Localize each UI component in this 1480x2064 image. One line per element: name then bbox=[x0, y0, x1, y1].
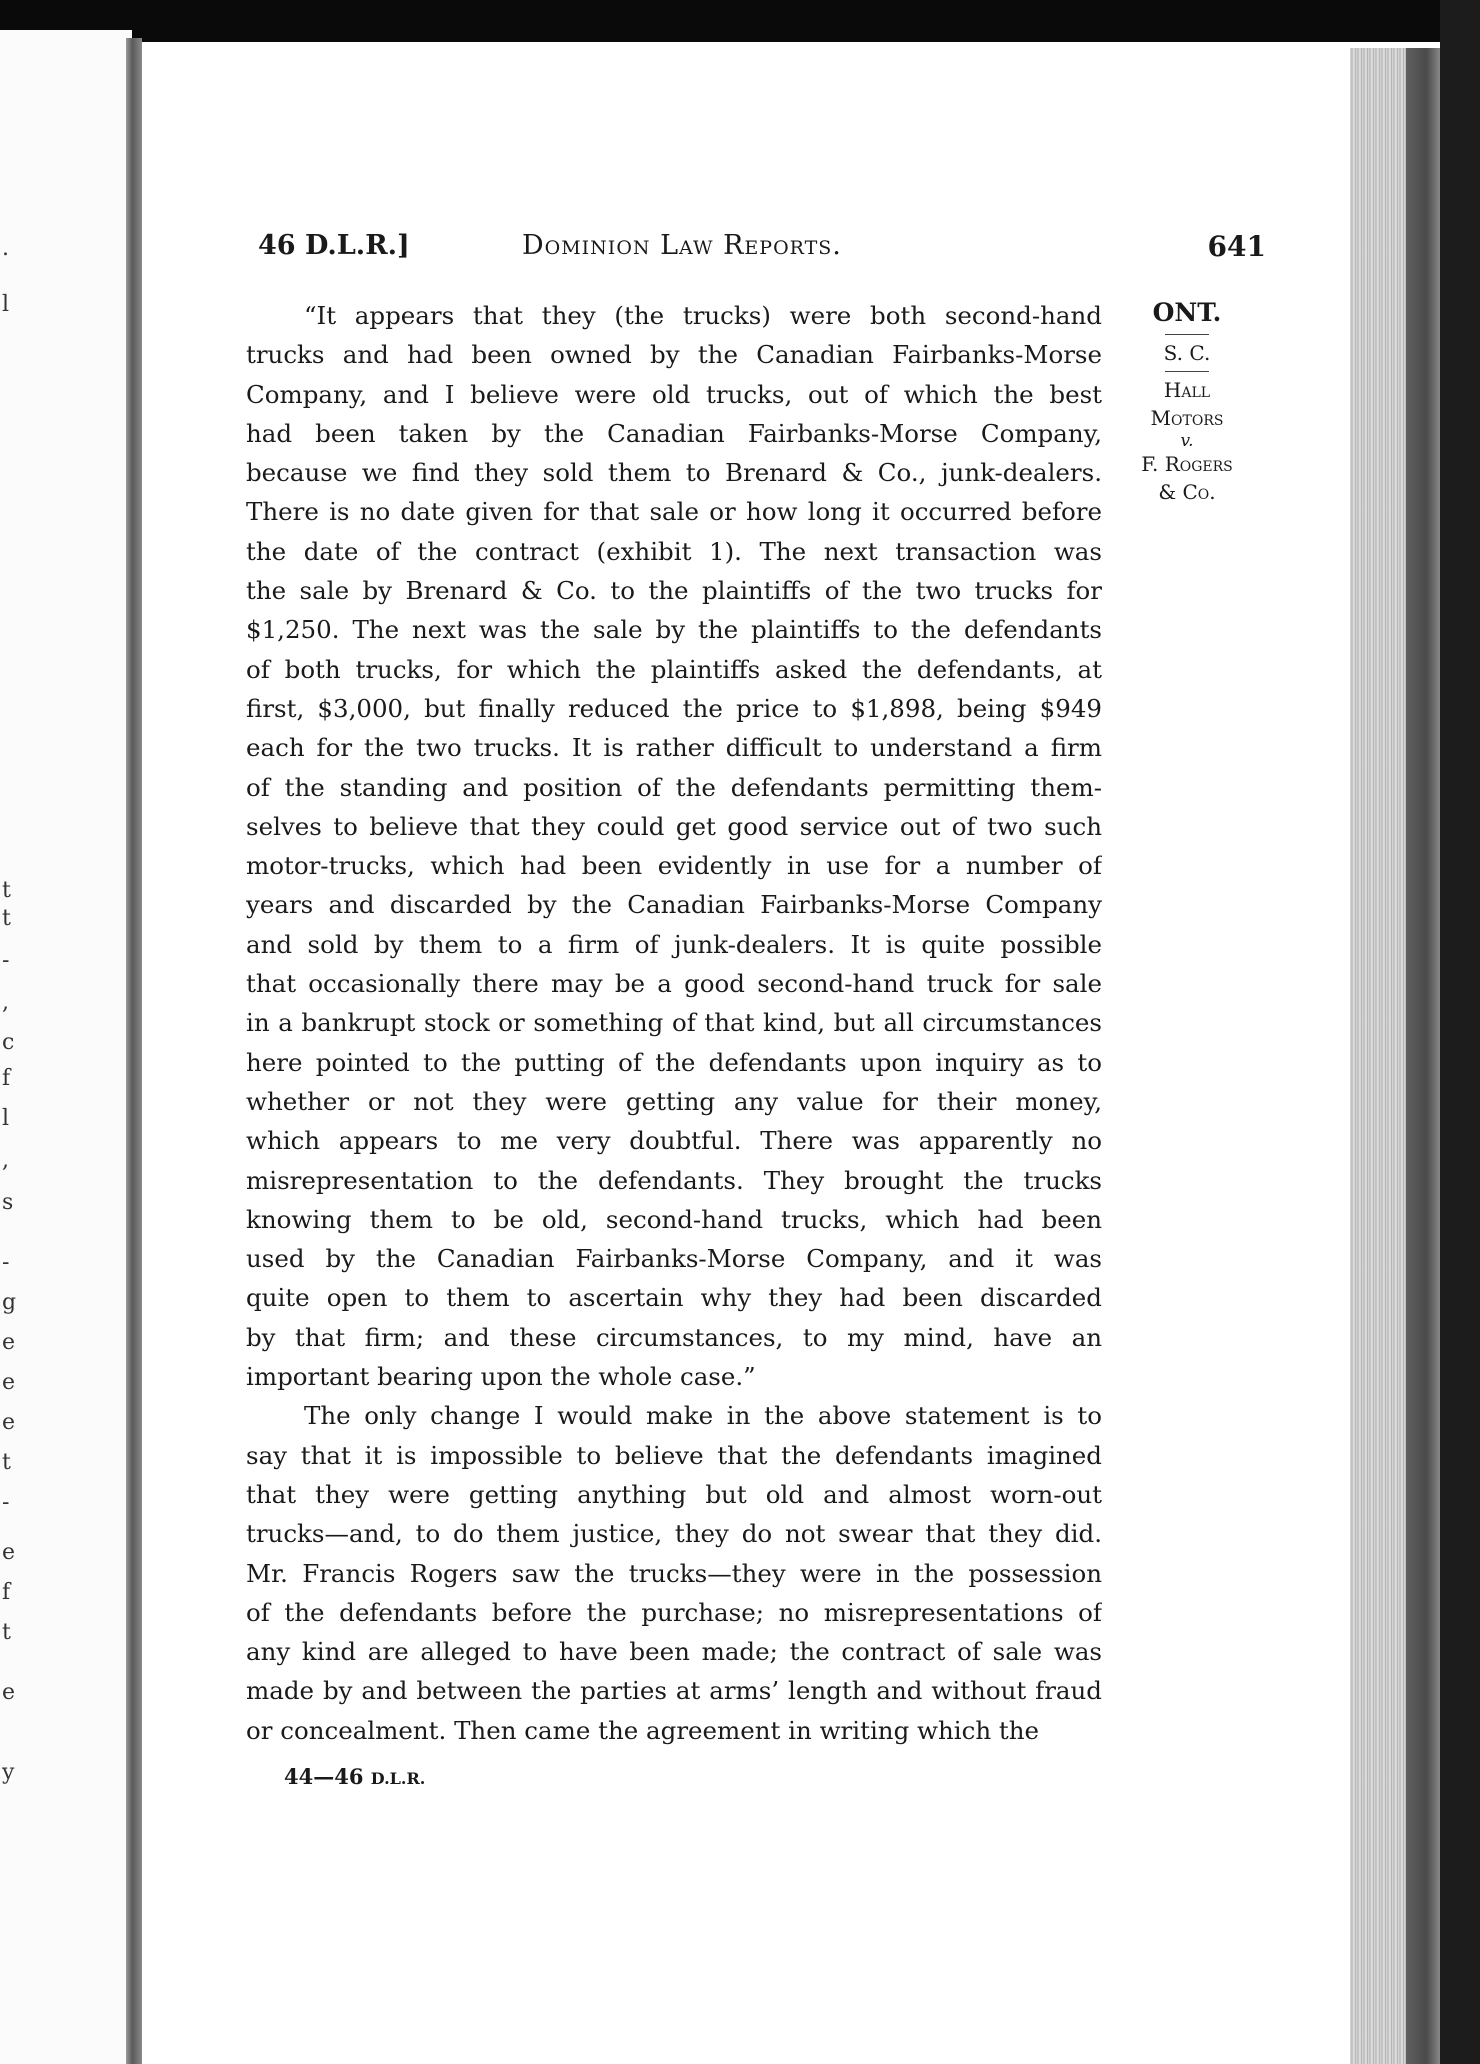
text-line: whether or not they were getting any value for their money, bbox=[246, 1086, 1102, 1116]
text-line: of the defendants before the purchase; no misrepresentations of bbox=[246, 1597, 1102, 1627]
text-line: selves to believe that they could get good service out of two such bbox=[246, 811, 1102, 841]
text-line: because we find they sold them to Brenard & Co., junk-dealers. bbox=[246, 458, 1102, 488]
facing-page-letter: , bbox=[2, 1148, 9, 1173]
text-line: by that firm; and these circumstances, to my mind, have an bbox=[246, 1322, 1102, 1352]
text-line: had been taken by the Canadian Fairbanks-Morse Company, bbox=[246, 418, 1102, 448]
text-line: in a bankrupt stock or something of that kind, but all circumstances bbox=[246, 1008, 1102, 1038]
text-line: used by the Canadian Fairbanks-Morse Company, and it was bbox=[246, 1244, 1102, 1274]
text-line: and sold by them to a firm of junk-dealers. It is quite possible bbox=[246, 929, 1102, 959]
text-line: that they were getting anything but old and almost worn-out bbox=[246, 1479, 1102, 1509]
text-line: The only change I would make in the above statement is to bbox=[304, 1401, 1102, 1431]
page-number: 641 bbox=[1207, 230, 1266, 263]
text-line: misrepresentation to the defendants. They brought the trucks bbox=[246, 1165, 1102, 1195]
book-cover-edge bbox=[1406, 48, 1440, 2064]
facing-page-letter: e bbox=[2, 1540, 16, 1565]
text-line: of the standing and position of the defendants permitting them- bbox=[246, 772, 1102, 802]
party-name: F. Rogers bbox=[1141, 452, 1233, 476]
facing-page-letter: f bbox=[2, 1066, 11, 1091]
signature-number: 44—46 bbox=[284, 1764, 364, 1789]
scan-border-top bbox=[0, 0, 1480, 42]
text-line: first, $3,000, but finally reduced the price to $1,898, being $949 bbox=[246, 693, 1102, 723]
jurisdiction: ONT. bbox=[1152, 298, 1222, 327]
volume-reference: 46 D.L.R.] bbox=[258, 230, 410, 261]
facing-page-letter: - bbox=[2, 1490, 10, 1515]
text-line: the sale by Brenard & Co. to the plaintiffs of the two trucks for bbox=[246, 576, 1102, 606]
facing-page-letter: l bbox=[2, 292, 10, 317]
text-line: any kind are alleged to have been made; the contract of sale was bbox=[246, 1637, 1102, 1667]
text-line: or concealment. Then came the agreement in writing which the bbox=[246, 1715, 1040, 1745]
versus: v. bbox=[1180, 431, 1194, 451]
facing-page-letter: . bbox=[2, 236, 9, 261]
text-line: trucks and had been owned by the Canadian Fairbanks-Morse bbox=[246, 340, 1102, 370]
text-line: say that it is impossible to believe that the defendants imagined bbox=[246, 1440, 1102, 1470]
text-line: the date of the contract (exhibit 1). The next transaction was bbox=[246, 536, 1102, 566]
text-line: Mr. Francis Rogers saw the trucks—they were in the possession bbox=[246, 1558, 1102, 1588]
body-text bbox=[246, 296, 1102, 1750]
facing-page-letter: , bbox=[2, 990, 9, 1015]
running-header bbox=[258, 230, 1266, 270]
text-line: of both trucks, for which the plaintiffs asked the defendants, at bbox=[246, 654, 1102, 684]
facing-page-letter: y bbox=[2, 1760, 15, 1785]
text-line: important bearing upon the whole case.” bbox=[246, 1362, 756, 1392]
facing-page-letter: - bbox=[2, 948, 10, 973]
text-line: that occasionally there may be a good second-hand truck for sale bbox=[246, 969, 1102, 999]
facing-page-letter: s bbox=[2, 1190, 14, 1215]
facing-page-letter: f bbox=[2, 1580, 11, 1605]
text-line: There is no date given for that sale or how long it occurred before bbox=[246, 497, 1102, 527]
text-line: quite open to them to ascertain why they had been discarded bbox=[246, 1283, 1102, 1313]
court: S. C. bbox=[1163, 341, 1211, 365]
facing-page-letter: t bbox=[2, 1620, 11, 1645]
facing-page-letter: g bbox=[2, 1290, 17, 1315]
text-line: knowing them to be old, second-hand trucks, which had been bbox=[246, 1204, 1102, 1234]
book-gutter bbox=[126, 38, 142, 2064]
scan-border-right bbox=[1440, 0, 1480, 2064]
case-margin-note bbox=[1112, 296, 1262, 506]
text-line: here pointed to the putting of the defendants upon inquiry as to bbox=[246, 1047, 1102, 1077]
party-name: Motors bbox=[1150, 406, 1224, 430]
text-line: made by and between the parties at arms’ length and without fraud bbox=[246, 1676, 1102, 1706]
facing-page-letter: e bbox=[2, 1680, 16, 1705]
text-line: Company, and I believe were old trucks, out of which the best bbox=[246, 379, 1102, 409]
text-line: each for the two trucks. It is rather difficult to understand a firm bbox=[246, 733, 1102, 763]
facing-page-letter: t bbox=[2, 906, 11, 931]
facing-page-letter: e bbox=[2, 1410, 16, 1435]
printer-signature bbox=[284, 1764, 425, 1789]
text-line: which appears to me very doubtful. There was apparently no bbox=[246, 1126, 1102, 1156]
facing-page-letter: - bbox=[2, 1250, 10, 1275]
text-line: trucks—and, to do them justice, they do not swear that they did. bbox=[246, 1519, 1102, 1549]
signature-series: D.L.R. bbox=[370, 1769, 426, 1788]
party-name: Hall bbox=[1163, 378, 1211, 402]
facing-page-letter: t bbox=[2, 878, 11, 903]
divider bbox=[1165, 334, 1209, 335]
facing-page-letter: e bbox=[2, 1370, 16, 1395]
text-line: motor-trucks, which had been evidently in use for a number of bbox=[246, 851, 1102, 881]
facing-page-letter: c bbox=[2, 1030, 15, 1055]
facing-page-letter: e bbox=[2, 1330, 16, 1355]
facing-page-letter: t bbox=[2, 1450, 11, 1475]
running-title: Dominion Law Reports. bbox=[522, 230, 842, 261]
facing-page-text-fragments bbox=[0, 0, 20, 2064]
divider bbox=[1165, 371, 1209, 372]
text-line: years and discarded by the Canadian Fairbanks-Morse Company bbox=[246, 890, 1102, 920]
party-name: & Co. bbox=[1158, 480, 1216, 504]
text-line: $1,250. The next was the sale by the plaintiffs to the defendants bbox=[246, 615, 1102, 645]
text-line: “It appears that they (the trucks) were both second-hand bbox=[304, 301, 1102, 330]
facing-page-letter: l bbox=[2, 1106, 10, 1131]
